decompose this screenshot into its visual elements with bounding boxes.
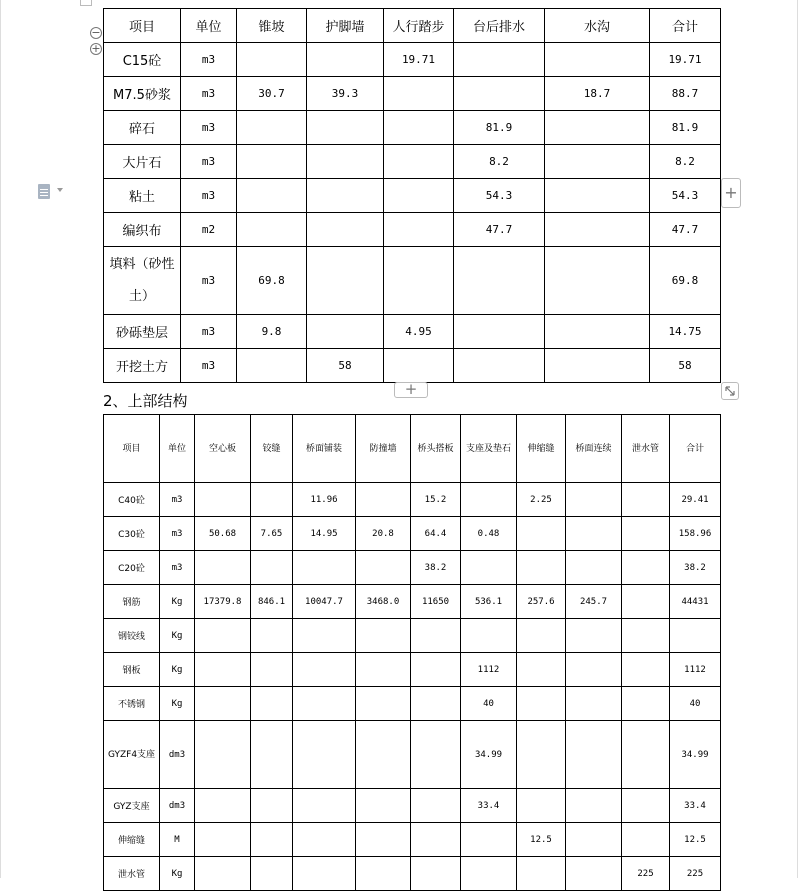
value-cell: 2.25 — [517, 483, 566, 517]
header-cell: 合计 — [670, 415, 721, 483]
value-cell — [411, 789, 461, 823]
value-cell: 846.1 — [251, 585, 293, 619]
header-cell: 锥坡 — [237, 9, 307, 43]
unit-cell: Kg — [160, 585, 195, 619]
value-cell — [517, 551, 566, 585]
header-cell: 单位 — [181, 9, 237, 43]
scroll-top-marker — [80, 0, 92, 6]
value-cell — [195, 483, 251, 517]
value-cell: 54.3 — [454, 179, 545, 213]
value-cell — [237, 145, 307, 179]
value-cell — [307, 247, 384, 315]
unit-cell: dm3 — [160, 789, 195, 823]
value-cell — [411, 857, 461, 891]
value-cell — [293, 653, 356, 687]
value-cell — [356, 823, 411, 857]
header-cell: 水沟 — [545, 9, 650, 43]
value-cell — [251, 619, 293, 653]
value-cell — [356, 687, 411, 721]
total-cell: 69.8 — [650, 247, 721, 315]
value-cell — [356, 551, 411, 585]
item-cell: M7.5砂浆 — [104, 77, 181, 111]
value-cell — [517, 857, 566, 891]
value-cell — [461, 857, 517, 891]
value-cell — [461, 619, 517, 653]
table-substructure-quantities — [103, 8, 721, 383]
value-cell — [566, 551, 622, 585]
value-cell: 7.65 — [251, 517, 293, 551]
value-cell: 4.95 — [384, 315, 454, 349]
item-cell: 编织布 — [104, 213, 181, 247]
add-row-button[interactable]: + — [394, 382, 428, 398]
unit-cell: m3 — [181, 179, 237, 213]
value-cell — [566, 823, 622, 857]
unit-cell: m3 — [160, 483, 195, 517]
unit-cell: m3 — [181, 349, 237, 383]
total-cell: 29.41 — [670, 483, 721, 517]
header-cell: 合计 — [650, 9, 721, 43]
value-cell — [454, 247, 545, 315]
value-cell — [454, 77, 545, 111]
value-cell: 34.99 — [461, 721, 517, 789]
add-column-button[interactable]: + — [721, 178, 741, 208]
value-cell — [517, 653, 566, 687]
value-cell: 20.8 — [356, 517, 411, 551]
value-cell — [517, 517, 566, 551]
value-cell — [195, 721, 251, 789]
table-row — [104, 619, 721, 653]
value-cell: 536.1 — [461, 585, 517, 619]
table-row — [104, 43, 721, 77]
value-cell — [461, 823, 517, 857]
table-row — [104, 857, 721, 891]
value-cell — [622, 789, 670, 823]
total-cell — [670, 619, 721, 653]
value-cell: 9.8 — [237, 315, 307, 349]
value-cell — [566, 857, 622, 891]
value-cell: 58 — [307, 349, 384, 383]
value-cell — [622, 653, 670, 687]
total-cell: 34.99 — [670, 721, 721, 789]
value-cell — [517, 721, 566, 789]
table-header-row — [104, 9, 721, 43]
value-cell — [293, 823, 356, 857]
value-cell — [566, 517, 622, 551]
value-cell: 39.3 — [307, 77, 384, 111]
value-cell — [411, 721, 461, 789]
unit-cell: m3 — [160, 517, 195, 551]
table-row — [104, 247, 721, 315]
unit-cell: M — [160, 823, 195, 857]
value-cell — [545, 43, 650, 77]
value-cell — [237, 111, 307, 145]
header-cell: 铰缝 — [251, 415, 293, 483]
document-icon[interactable] — [38, 184, 50, 199]
unit-cell: m3 — [181, 77, 237, 111]
value-cell — [384, 349, 454, 383]
value-cell — [307, 111, 384, 145]
collapse-minus-icon[interactable]: − — [91, 26, 101, 39]
value-cell: 225 — [622, 857, 670, 891]
unit-cell: m3 — [181, 111, 237, 145]
value-cell — [622, 619, 670, 653]
value-cell — [384, 247, 454, 315]
value-cell — [293, 721, 356, 789]
table-row — [104, 349, 721, 383]
unit-cell: m3 — [181, 315, 237, 349]
value-cell — [251, 653, 293, 687]
table-row — [104, 111, 721, 145]
total-cell: 40 — [670, 687, 721, 721]
header-cell: 台后排水 — [454, 9, 545, 43]
value-cell — [307, 145, 384, 179]
header-cell: 空心板 — [195, 415, 251, 483]
value-cell: 14.95 — [293, 517, 356, 551]
value-cell — [622, 551, 670, 585]
section-title: 2、上部结构 — [103, 392, 188, 410]
item-cell: C15砼 — [104, 43, 181, 77]
header-cell: 项目 — [104, 415, 160, 483]
header-cell: 桥头搭板 — [411, 415, 461, 483]
value-cell — [517, 687, 566, 721]
value-cell — [293, 619, 356, 653]
value-cell — [237, 43, 307, 77]
value-cell — [622, 687, 670, 721]
unit-cell: m3 — [160, 551, 195, 585]
value-cell: 81.9 — [454, 111, 545, 145]
table-row — [104, 551, 721, 585]
value-cell — [545, 213, 650, 247]
table-move-handle-icon[interactable]: + — [91, 42, 101, 55]
total-cell: 88.7 — [650, 77, 721, 111]
value-cell — [622, 483, 670, 517]
table-row — [104, 145, 721, 179]
value-cell: 33.4 — [461, 789, 517, 823]
header-cell: 伸缩缝 — [517, 415, 566, 483]
header-cell: 单位 — [160, 415, 195, 483]
unit-cell: m3 — [181, 43, 237, 77]
unit-cell: Kg — [160, 653, 195, 687]
item-cell: GYZF4支座 — [104, 721, 160, 789]
table-row — [104, 653, 721, 687]
total-cell: 19.71 — [650, 43, 721, 77]
item-cell: 伸缩缝 — [104, 823, 160, 857]
header-cell: 支座及垫石 — [461, 415, 517, 483]
item-cell: C20砼 — [104, 551, 160, 585]
header-cell: 泄水管 — [622, 415, 670, 483]
value-cell — [195, 687, 251, 721]
value-cell: 11.96 — [293, 483, 356, 517]
value-cell: 12.5 — [517, 823, 566, 857]
table-row — [104, 721, 721, 789]
table-row — [104, 823, 721, 857]
value-cell: 47.7 — [454, 213, 545, 247]
value-cell — [545, 315, 650, 349]
unit-cell: m3 — [181, 247, 237, 315]
table-row — [104, 483, 721, 517]
resize-arrows-icon — [722, 383, 738, 399]
chevron-down-icon[interactable] — [57, 188, 63, 192]
value-cell: 69.8 — [237, 247, 307, 315]
value-cell: 3468.0 — [356, 585, 411, 619]
value-cell — [384, 77, 454, 111]
value-cell — [411, 619, 461, 653]
item-cell: 碎石 — [104, 111, 181, 145]
value-cell — [307, 315, 384, 349]
value-cell — [545, 145, 650, 179]
value-cell — [356, 721, 411, 789]
header-cell: 项目 — [104, 9, 181, 43]
table-header-row — [104, 415, 721, 483]
total-cell: 158.96 — [670, 517, 721, 551]
value-cell — [251, 857, 293, 891]
header-cell: 防撞墙 — [356, 415, 411, 483]
value-cell — [566, 483, 622, 517]
table-row — [104, 315, 721, 349]
value-cell — [411, 823, 461, 857]
total-cell: 14.75 — [650, 315, 721, 349]
item-cell: 大片石 — [104, 145, 181, 179]
value-cell — [195, 823, 251, 857]
total-cell: 54.3 — [650, 179, 721, 213]
value-cell: 8.2 — [454, 145, 545, 179]
total-cell: 47.7 — [650, 213, 721, 247]
value-cell: 19.71 — [384, 43, 454, 77]
table-row — [104, 789, 721, 823]
value-cell — [384, 213, 454, 247]
value-cell — [251, 823, 293, 857]
value-cell: 50.68 — [195, 517, 251, 551]
total-cell: 12.5 — [670, 823, 721, 857]
value-cell — [356, 857, 411, 891]
value-cell — [411, 653, 461, 687]
value-cell — [251, 721, 293, 789]
value-cell: 15.2 — [411, 483, 461, 517]
value-cell — [384, 111, 454, 145]
item-cell: 不锈钢 — [104, 687, 160, 721]
value-cell — [622, 585, 670, 619]
unit-cell: m3 — [181, 145, 237, 179]
value-cell — [545, 111, 650, 145]
total-cell: 225 — [670, 857, 721, 891]
value-cell — [454, 315, 545, 349]
value-cell — [195, 551, 251, 585]
item-cell: C30砼 — [104, 517, 160, 551]
unit-cell: Kg — [160, 857, 195, 891]
value-cell — [517, 789, 566, 823]
header-cell: 护脚墙 — [307, 9, 384, 43]
table-row — [104, 517, 721, 551]
value-cell: 18.7 — [545, 77, 650, 111]
value-cell — [545, 349, 650, 383]
value-cell — [251, 789, 293, 823]
item-cell: 钢筋 — [104, 585, 160, 619]
value-cell — [195, 653, 251, 687]
item-cell: GYZ支座 — [104, 789, 160, 823]
value-cell — [307, 43, 384, 77]
item-cell: 钢板 — [104, 653, 160, 687]
value-cell: 245.7 — [566, 585, 622, 619]
value-cell — [293, 789, 356, 823]
total-cell: 33.4 — [670, 789, 721, 823]
item-cell: 填料（砂性土） — [104, 247, 181, 315]
table-row — [104, 585, 721, 619]
value-cell — [195, 857, 251, 891]
table-row — [104, 179, 721, 213]
total-cell: 58 — [650, 349, 721, 383]
item-cell: 泄水管 — [104, 857, 160, 891]
value-cell — [237, 179, 307, 213]
unit-cell: Kg — [160, 687, 195, 721]
value-cell — [384, 145, 454, 179]
unit-cell: Kg — [160, 619, 195, 653]
item-cell: 粘土 — [104, 179, 181, 213]
table-row — [104, 213, 721, 247]
value-cell — [566, 619, 622, 653]
total-cell: 38.2 — [670, 551, 721, 585]
value-cell — [356, 483, 411, 517]
value-cell: 0.48 — [461, 517, 517, 551]
value-cell — [461, 483, 517, 517]
value-cell — [545, 179, 650, 213]
value-cell: 40 — [461, 687, 517, 721]
value-cell — [622, 721, 670, 789]
value-cell — [293, 551, 356, 585]
value-cell — [566, 653, 622, 687]
total-cell: 81.9 — [650, 111, 721, 145]
value-cell — [195, 619, 251, 653]
value-cell — [566, 789, 622, 823]
value-cell — [356, 619, 411, 653]
value-cell — [195, 789, 251, 823]
value-cell — [307, 179, 384, 213]
value-cell: 30.7 — [237, 77, 307, 111]
value-cell — [356, 653, 411, 687]
item-cell: 钢铰线 — [104, 619, 160, 653]
value-cell: 11650 — [411, 585, 461, 619]
value-cell: 17379.8 — [195, 585, 251, 619]
value-cell — [566, 721, 622, 789]
item-cell: 开挖土方 — [104, 349, 181, 383]
value-cell — [251, 687, 293, 721]
header-cell: 桥面铺装 — [293, 415, 356, 483]
value-cell — [237, 213, 307, 247]
item-cell: C40砼 — [104, 483, 160, 517]
value-cell: 1112 — [461, 653, 517, 687]
value-cell — [411, 687, 461, 721]
value-cell — [545, 247, 650, 315]
table-row — [104, 77, 721, 111]
value-cell — [454, 349, 545, 383]
value-cell — [237, 349, 307, 383]
page-left-edge — [0, 0, 1, 878]
value-cell — [251, 551, 293, 585]
value-cell — [622, 823, 670, 857]
value-cell: 10047.7 — [293, 585, 356, 619]
unit-cell: dm3 — [160, 721, 195, 789]
value-cell — [622, 517, 670, 551]
value-cell — [293, 687, 356, 721]
value-cell: 257.6 — [517, 585, 566, 619]
value-cell — [293, 857, 356, 891]
value-cell — [384, 179, 454, 213]
value-cell — [251, 483, 293, 517]
value-cell — [566, 687, 622, 721]
value-cell — [454, 43, 545, 77]
header-cell: 桥面连续 — [566, 415, 622, 483]
value-cell — [461, 551, 517, 585]
value-cell: 38.2 — [411, 551, 461, 585]
total-cell: 8.2 — [650, 145, 721, 179]
header-cell: 人行踏步 — [384, 9, 454, 43]
total-cell: 44431 — [670, 585, 721, 619]
value-cell: 64.4 — [411, 517, 461, 551]
value-cell — [517, 619, 566, 653]
total-cell: 1112 — [670, 653, 721, 687]
table-resize-handle[interactable] — [721, 382, 739, 400]
value-cell — [307, 213, 384, 247]
table-superstructure-quantities — [103, 414, 721, 891]
value-cell — [356, 789, 411, 823]
unit-cell: m2 — [181, 213, 237, 247]
item-cell: 砂砾垫层 — [104, 315, 181, 349]
table-row — [104, 687, 721, 721]
